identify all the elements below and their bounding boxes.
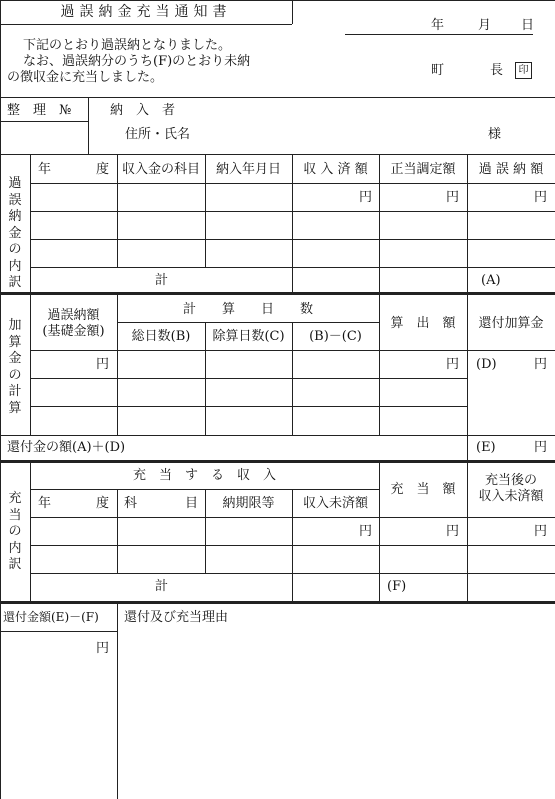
col-year-label: 年	[38, 496, 52, 511]
days-diff-bc: (B)－(C)	[309, 329, 362, 344]
col-year-label: 年	[38, 162, 52, 177]
date-month-label: 月	[478, 18, 492, 33]
mark-d: (D)	[476, 357, 497, 372]
yen-unit: 円	[359, 190, 373, 205]
refund-amount-label: 還付金額(E)－(F)	[3, 610, 99, 624]
calc-days-label: 計 算 日 数	[182, 302, 313, 317]
refund-addition-label: 還付加算金	[478, 316, 544, 331]
yen-unit: 円	[446, 357, 460, 372]
intro-line-1: 下記のとおり過誤納となりました。	[23, 38, 232, 53]
payer-label: 納 入 者	[110, 103, 176, 118]
col-allocated-amount: 充 当 額	[390, 482, 456, 497]
yen-unit: 円	[96, 357, 110, 372]
refund-sum-label: 還付金の額(A)＋(D)	[7, 440, 126, 455]
col-received-amount: 収 入 済 額	[303, 162, 368, 177]
col-unpaid-amount: 収入未済額	[302, 496, 368, 511]
mark-a: (A)	[481, 273, 501, 288]
calculated-amount-label: 算 出 額	[390, 316, 456, 331]
col-correct-assessment: 正当調定額	[390, 162, 456, 177]
yen-unit: 円	[534, 190, 548, 205]
chief-label: 長	[490, 63, 504, 78]
col-overpayment-amount: 過 誤 納 額	[478, 162, 544, 177]
col-item-label-a: 科	[124, 496, 138, 511]
town-label: 町	[431, 63, 445, 78]
yen-unit: 円	[446, 190, 460, 205]
yen-unit: 円	[359, 524, 373, 539]
yen-unit: 円	[96, 641, 110, 656]
honorific-label: 様	[488, 127, 502, 142]
addition-calc-label: 加算金の計算	[8, 318, 22, 416]
col-fiscal-label: 度	[96, 496, 110, 511]
mark-f: (F)	[387, 579, 407, 594]
base-amount-sub: (基礎金額)	[42, 324, 105, 339]
yen-unit: 円	[534, 524, 548, 539]
date-day-label: 日	[521, 18, 535, 33]
total-label: 計	[155, 273, 169, 288]
col-income-item: 収入金の科目	[121, 162, 200, 177]
allocated-income-label: 充 当 す る 収 入	[132, 468, 276, 483]
allocation-breakdown-label: 充当の内訳	[8, 491, 22, 572]
date-year-label: 年	[431, 18, 445, 33]
col-after-unpaid-2: 収入未済額	[478, 489, 544, 504]
col-paid-date: 納入年月日	[215, 162, 281, 177]
total-label: 計	[155, 579, 169, 594]
yen-unit: 円	[446, 524, 460, 539]
document-title: 過誤納金充当通知書	[60, 4, 232, 20]
col-after-unpaid-1: 充当後の	[484, 473, 537, 488]
ref-no-label: 整 理 №	[7, 103, 72, 118]
total-days-b: 総日数(B)	[131, 329, 191, 344]
address-name-label: 住所・氏名	[125, 127, 191, 142]
overpayment-breakdown-label: 過誤納金の内訳	[8, 176, 22, 290]
col-fiscal-label: 度	[96, 162, 110, 177]
intro-line-2: なお、過誤納分のうち(F)のとおり未納	[23, 54, 251, 69]
col-item-label-b: 目	[185, 496, 199, 511]
excluded-days-c: 除算日数(C)	[212, 329, 285, 344]
intro-line-3: の徴収金に充当しました。	[7, 70, 164, 85]
yen-unit: 円	[534, 357, 548, 372]
mark-e: (E)	[476, 440, 496, 455]
seal-mark: 印	[515, 62, 532, 79]
yen-unit: 円	[534, 440, 548, 455]
refund-reason-label: 還付及び充当理由	[124, 610, 229, 625]
col-due-date: 納期限等	[222, 496, 275, 511]
base-amount-label: 過誤納額	[47, 308, 100, 323]
